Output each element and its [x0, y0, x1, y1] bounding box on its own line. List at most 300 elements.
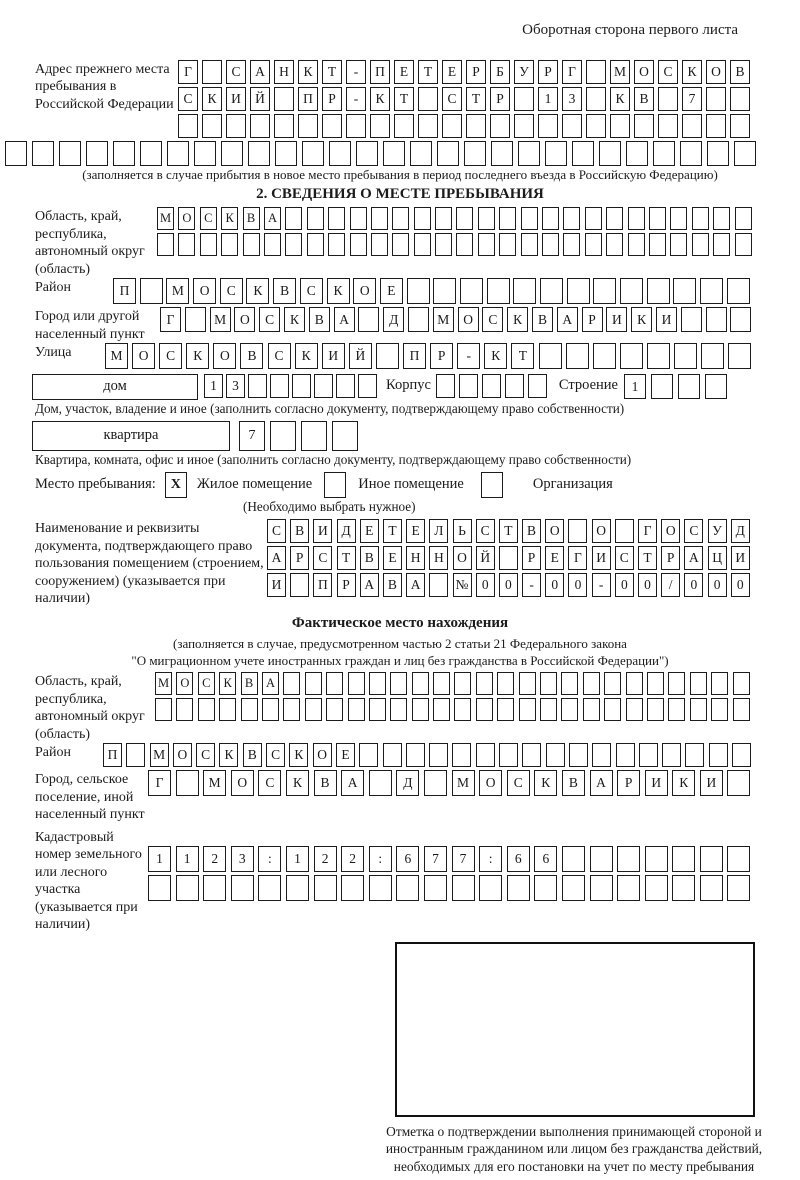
- char-box[interactable]: [616, 743, 635, 767]
- char-box[interactable]: [711, 698, 728, 721]
- char-box[interactable]: С: [300, 278, 323, 304]
- char-box[interactable]: [585, 233, 602, 256]
- char-box[interactable]: [681, 307, 702, 332]
- char-box[interactable]: [371, 233, 388, 256]
- char-box[interactable]: [314, 374, 333, 398]
- char-box[interactable]: [424, 770, 447, 796]
- char-box[interactable]: [700, 846, 723, 872]
- char-box[interactable]: [730, 307, 751, 332]
- char-box[interactable]: [583, 698, 600, 721]
- char-box[interactable]: [585, 207, 602, 230]
- char-box[interactable]: [86, 141, 108, 166]
- char-box[interactable]: Ь: [453, 519, 472, 543]
- char-box[interactable]: О: [479, 770, 502, 796]
- char-box[interactable]: [435, 207, 452, 230]
- char-box[interactable]: В: [243, 743, 262, 767]
- char-box[interactable]: [412, 672, 429, 695]
- char-box[interactable]: [452, 875, 475, 901]
- char-box[interactable]: [301, 421, 327, 451]
- char-box[interactable]: А: [267, 546, 286, 570]
- char-box[interactable]: [730, 87, 750, 111]
- char-box[interactable]: Т: [511, 343, 534, 369]
- char-box[interactable]: [733, 672, 750, 695]
- char-box[interactable]: [593, 343, 616, 369]
- char-box[interactable]: [32, 141, 54, 166]
- char-box[interactable]: [647, 672, 664, 695]
- char-box[interactable]: [369, 875, 392, 901]
- char-box[interactable]: [370, 114, 390, 138]
- char-box[interactable]: Й: [349, 343, 372, 369]
- char-box[interactable]: О: [661, 519, 680, 543]
- char-box[interactable]: [350, 233, 367, 256]
- char-box[interactable]: [540, 278, 563, 304]
- char-box[interactable]: [452, 743, 471, 767]
- char-box[interactable]: О: [458, 307, 479, 332]
- char-box[interactable]: [243, 233, 260, 256]
- char-box[interactable]: [285, 207, 302, 230]
- char-box[interactable]: Е: [383, 546, 402, 570]
- char-box[interactable]: [414, 233, 431, 256]
- char-box[interactable]: [433, 672, 450, 695]
- char-box[interactable]: К: [202, 87, 222, 111]
- char-box[interactable]: [620, 343, 643, 369]
- char-box[interactable]: К: [186, 343, 209, 369]
- char-box[interactable]: Е: [380, 278, 403, 304]
- char-box[interactable]: [328, 233, 345, 256]
- char-box[interactable]: В: [730, 60, 750, 84]
- char-box[interactable]: [538, 114, 558, 138]
- char-box[interactable]: [459, 374, 478, 398]
- char-box[interactable]: [678, 374, 700, 399]
- char-box[interactable]: [639, 743, 658, 767]
- char-box[interactable]: [298, 114, 318, 138]
- char-box[interactable]: [586, 60, 606, 84]
- char-box[interactable]: Р: [538, 60, 558, 84]
- char-box[interactable]: П: [298, 87, 318, 111]
- char-box[interactable]: [647, 698, 664, 721]
- char-box[interactable]: А: [360, 573, 379, 597]
- char-box[interactable]: В: [634, 87, 654, 111]
- char-box[interactable]: Л: [429, 519, 448, 543]
- char-box[interactable]: [615, 519, 634, 543]
- char-box[interactable]: [606, 233, 623, 256]
- char-box[interactable]: [274, 114, 294, 138]
- char-box[interactable]: К: [672, 770, 695, 796]
- char-box[interactable]: [454, 672, 471, 695]
- char-box[interactable]: В: [290, 519, 309, 543]
- char-box[interactable]: М: [105, 343, 128, 369]
- char-box[interactable]: И: [700, 770, 723, 796]
- char-box[interactable]: [176, 770, 199, 796]
- char-box[interactable]: С: [159, 343, 182, 369]
- char-box[interactable]: [328, 207, 345, 230]
- char-box[interactable]: [497, 672, 514, 695]
- char-box[interactable]: 0: [684, 573, 703, 597]
- char-box[interactable]: [593, 278, 616, 304]
- char-box[interactable]: [219, 698, 236, 721]
- char-box[interactable]: [392, 233, 409, 256]
- char-box[interactable]: Р: [430, 343, 453, 369]
- char-box[interactable]: М: [203, 770, 226, 796]
- char-box[interactable]: -: [346, 87, 366, 111]
- char-box[interactable]: [599, 141, 621, 166]
- char-box[interactable]: [682, 114, 702, 138]
- char-box[interactable]: [466, 114, 486, 138]
- char-box[interactable]: [519, 672, 536, 695]
- char-box[interactable]: [456, 233, 473, 256]
- char-box[interactable]: [713, 207, 730, 230]
- char-box[interactable]: И: [267, 573, 286, 597]
- char-box[interactable]: Т: [394, 87, 414, 111]
- char-box[interactable]: [167, 141, 189, 166]
- char-box[interactable]: 6: [507, 846, 530, 872]
- char-box[interactable]: [617, 875, 640, 901]
- char-box[interactable]: С: [258, 770, 281, 796]
- char-box[interactable]: М: [155, 672, 172, 695]
- char-box[interactable]: [497, 698, 514, 721]
- char-box[interactable]: [478, 233, 495, 256]
- char-box[interactable]: [491, 141, 513, 166]
- char-box[interactable]: В: [562, 770, 585, 796]
- char-box[interactable]: С: [266, 743, 285, 767]
- char-box[interactable]: Ц: [708, 546, 727, 570]
- char-box[interactable]: [200, 233, 217, 256]
- char-box[interactable]: [348, 672, 365, 695]
- char-box[interactable]: [620, 278, 643, 304]
- char-box[interactable]: Т: [466, 87, 486, 111]
- char-box[interactable]: [176, 875, 199, 901]
- char-box[interactable]: О: [213, 343, 236, 369]
- char-box[interactable]: [499, 233, 516, 256]
- char-box[interactable]: [651, 374, 673, 399]
- char-box[interactable]: Е: [394, 60, 414, 84]
- char-box[interactable]: [514, 114, 534, 138]
- char-box[interactable]: О: [634, 60, 654, 84]
- char-box[interactable]: [286, 875, 309, 901]
- char-box[interactable]: У: [514, 60, 534, 84]
- char-box[interactable]: [369, 698, 386, 721]
- char-box[interactable]: [711, 672, 728, 695]
- char-box[interactable]: [231, 875, 254, 901]
- char-box[interactable]: [610, 114, 630, 138]
- char-box[interactable]: 7: [424, 846, 447, 872]
- char-box[interactable]: [383, 141, 405, 166]
- char-box[interactable]: П: [313, 573, 332, 597]
- char-box[interactable]: [592, 743, 611, 767]
- char-box[interactable]: [221, 141, 243, 166]
- char-box[interactable]: О: [592, 519, 611, 543]
- char-box[interactable]: [568, 519, 587, 543]
- char-box[interactable]: Т: [322, 60, 342, 84]
- char-box[interactable]: С: [226, 60, 246, 84]
- char-box[interactable]: А: [557, 307, 578, 332]
- char-box[interactable]: [692, 233, 709, 256]
- char-box[interactable]: 1: [286, 846, 309, 872]
- char-box[interactable]: [264, 233, 281, 256]
- char-box[interactable]: [561, 698, 578, 721]
- char-box[interactable]: [572, 141, 594, 166]
- char-box[interactable]: [730, 114, 750, 138]
- char-box[interactable]: [732, 743, 751, 767]
- char-box[interactable]: [499, 546, 518, 570]
- char-box[interactable]: [176, 698, 193, 721]
- char-box[interactable]: С: [476, 519, 495, 543]
- char-box[interactable]: [563, 233, 580, 256]
- char-box[interactable]: [706, 87, 726, 111]
- char-box[interactable]: К: [219, 743, 238, 767]
- char-box[interactable]: [649, 233, 666, 256]
- char-box[interactable]: Г: [178, 60, 198, 84]
- char-box[interactable]: [418, 114, 438, 138]
- char-box[interactable]: К: [246, 278, 269, 304]
- char-box[interactable]: С: [684, 519, 703, 543]
- char-box[interactable]: О: [231, 770, 254, 796]
- char-box[interactable]: О: [706, 60, 726, 84]
- char-box[interactable]: Р: [290, 546, 309, 570]
- char-box[interactable]: [198, 698, 215, 721]
- char-box[interactable]: [590, 875, 613, 901]
- char-box[interactable]: К: [534, 770, 557, 796]
- char-box[interactable]: [241, 698, 258, 721]
- char-box[interactable]: Д: [383, 307, 404, 332]
- char-box[interactable]: [706, 307, 727, 332]
- char-box[interactable]: [358, 374, 377, 398]
- char-box[interactable]: [514, 87, 534, 111]
- char-box[interactable]: М: [610, 60, 630, 84]
- char-box[interactable]: [412, 698, 429, 721]
- char-box[interactable]: [292, 374, 311, 398]
- char-box[interactable]: Б: [490, 60, 510, 84]
- char-box[interactable]: [705, 374, 727, 399]
- char-box[interactable]: -: [522, 573, 541, 597]
- char-box[interactable]: [476, 743, 495, 767]
- char-box[interactable]: И: [645, 770, 668, 796]
- char-box[interactable]: В: [532, 307, 553, 332]
- char-box[interactable]: [647, 343, 670, 369]
- char-box[interactable]: [479, 875, 502, 901]
- char-box[interactable]: [429, 573, 448, 597]
- char-box[interactable]: [707, 141, 729, 166]
- char-box[interactable]: [436, 374, 455, 398]
- char-box[interactable]: 0: [615, 573, 634, 597]
- char-box[interactable]: О: [313, 743, 332, 767]
- char-box[interactable]: В: [522, 519, 541, 543]
- char-box[interactable]: Т: [383, 519, 402, 543]
- char-box[interactable]: [221, 233, 238, 256]
- char-box[interactable]: [586, 114, 606, 138]
- char-box[interactable]: В: [314, 770, 337, 796]
- char-box[interactable]: [670, 207, 687, 230]
- char-box[interactable]: [140, 141, 162, 166]
- char-box[interactable]: А: [334, 307, 355, 332]
- char-box[interactable]: 3: [226, 374, 245, 398]
- char-box[interactable]: [487, 278, 510, 304]
- char-box[interactable]: О: [178, 207, 195, 230]
- char-box[interactable]: 2: [341, 846, 364, 872]
- char-box[interactable]: [464, 141, 486, 166]
- char-box[interactable]: [346, 114, 366, 138]
- char-box[interactable]: 1: [204, 374, 223, 398]
- char-box[interactable]: [680, 141, 702, 166]
- char-box[interactable]: -: [592, 573, 611, 597]
- char-box[interactable]: О: [193, 278, 216, 304]
- char-box[interactable]: Р: [490, 87, 510, 111]
- char-box[interactable]: [672, 875, 695, 901]
- char-box[interactable]: Н: [429, 546, 448, 570]
- char-box[interactable]: [735, 233, 752, 256]
- char-box[interactable]: М: [452, 770, 475, 796]
- char-box[interactable]: [322, 114, 342, 138]
- char-box[interactable]: К: [286, 770, 309, 796]
- char-box[interactable]: [586, 87, 606, 111]
- char-box[interactable]: И: [592, 546, 611, 570]
- char-box[interactable]: С: [178, 87, 198, 111]
- char-box[interactable]: [634, 114, 654, 138]
- char-box[interactable]: 1: [538, 87, 558, 111]
- char-box[interactable]: [692, 207, 709, 230]
- char-box[interactable]: [658, 87, 678, 111]
- char-box[interactable]: [499, 743, 518, 767]
- char-box[interactable]: [513, 278, 536, 304]
- char-box[interactable]: [670, 233, 687, 256]
- char-box[interactable]: [626, 698, 643, 721]
- char-box[interactable]: [178, 114, 198, 138]
- char-box[interactable]: [674, 343, 697, 369]
- char-box[interactable]: [668, 698, 685, 721]
- char-box[interactable]: [727, 770, 750, 796]
- char-box[interactable]: [476, 672, 493, 695]
- char-box[interactable]: [645, 875, 668, 901]
- char-box[interactable]: [727, 846, 750, 872]
- char-box[interactable]: [396, 875, 419, 901]
- char-box[interactable]: [392, 207, 409, 230]
- char-box[interactable]: [545, 141, 567, 166]
- char-box[interactable]: 7: [239, 421, 265, 451]
- char-box[interactable]: [728, 343, 751, 369]
- char-box[interactable]: Г: [562, 60, 582, 84]
- checkbox-other-premises[interactable]: [324, 472, 346, 498]
- char-box[interactable]: 0: [476, 573, 495, 597]
- char-box[interactable]: С: [615, 546, 634, 570]
- char-box[interactable]: Г: [638, 519, 657, 543]
- char-box[interactable]: [569, 743, 588, 767]
- char-box[interactable]: И: [226, 87, 246, 111]
- char-box[interactable]: Н: [274, 60, 294, 84]
- char-box[interactable]: [735, 207, 752, 230]
- checkbox-organization[interactable]: [481, 472, 503, 498]
- char-box[interactable]: С: [658, 60, 678, 84]
- char-box[interactable]: [476, 698, 493, 721]
- char-box[interactable]: [283, 698, 300, 721]
- char-box[interactable]: [226, 114, 246, 138]
- char-box[interactable]: Р: [466, 60, 486, 84]
- char-box[interactable]: [540, 672, 557, 695]
- char-box[interactable]: [542, 233, 559, 256]
- char-box[interactable]: [562, 114, 582, 138]
- char-box[interactable]: С: [200, 207, 217, 230]
- char-box[interactable]: [539, 343, 562, 369]
- char-box[interactable]: К: [298, 60, 318, 84]
- char-box[interactable]: В: [360, 546, 379, 570]
- char-box[interactable]: М: [433, 307, 454, 332]
- char-box[interactable]: [562, 846, 585, 872]
- char-box[interactable]: [499, 207, 516, 230]
- char-box[interactable]: [534, 875, 557, 901]
- char-box[interactable]: Р: [322, 87, 342, 111]
- char-box[interactable]: [305, 672, 322, 695]
- char-box[interactable]: [359, 743, 378, 767]
- char-box[interactable]: [155, 698, 172, 721]
- char-box[interactable]: [590, 846, 613, 872]
- char-box[interactable]: [561, 672, 578, 695]
- char-box[interactable]: [390, 698, 407, 721]
- char-box[interactable]: [649, 207, 666, 230]
- char-box[interactable]: В: [240, 343, 263, 369]
- char-box[interactable]: [733, 698, 750, 721]
- char-box[interactable]: С: [507, 770, 530, 796]
- char-box[interactable]: К: [295, 343, 318, 369]
- char-box[interactable]: [329, 141, 351, 166]
- char-box[interactable]: К: [219, 672, 236, 695]
- char-box[interactable]: [435, 233, 452, 256]
- char-box[interactable]: [270, 421, 296, 451]
- char-box[interactable]: [326, 698, 343, 721]
- char-box[interactable]: [157, 233, 174, 256]
- char-box[interactable]: К: [682, 60, 702, 84]
- char-box[interactable]: -: [346, 60, 366, 84]
- char-box[interactable]: К: [327, 278, 350, 304]
- char-box[interactable]: Т: [638, 546, 657, 570]
- char-box[interactable]: 1: [148, 846, 171, 872]
- char-box[interactable]: [518, 141, 540, 166]
- char-box[interactable]: О: [353, 278, 376, 304]
- char-box[interactable]: [390, 672, 407, 695]
- char-box[interactable]: Г: [160, 307, 181, 332]
- char-box[interactable]: [248, 374, 267, 398]
- char-box[interactable]: [262, 698, 279, 721]
- char-box[interactable]: М: [210, 307, 231, 332]
- char-box[interactable]: [706, 114, 726, 138]
- char-box[interactable]: [647, 278, 670, 304]
- char-box[interactable]: Р: [337, 573, 356, 597]
- char-box[interactable]: [672, 846, 695, 872]
- char-box[interactable]: К: [631, 307, 652, 332]
- char-box[interactable]: О: [545, 519, 564, 543]
- char-box[interactable]: [410, 141, 432, 166]
- char-box[interactable]: [290, 573, 309, 597]
- char-box[interactable]: Т: [337, 546, 356, 570]
- char-box[interactable]: [59, 141, 81, 166]
- char-box[interactable]: [709, 743, 728, 767]
- char-box[interactable]: А: [341, 770, 364, 796]
- char-box[interactable]: [307, 207, 324, 230]
- char-box[interactable]: М: [157, 207, 174, 230]
- char-box[interactable]: [442, 114, 462, 138]
- char-box[interactable]: [690, 698, 707, 721]
- char-box[interactable]: И: [731, 546, 750, 570]
- char-box[interactable]: [662, 743, 681, 767]
- char-box[interactable]: [478, 207, 495, 230]
- char-box[interactable]: [507, 875, 530, 901]
- char-box[interactable]: [727, 875, 750, 901]
- char-box[interactable]: [275, 141, 297, 166]
- char-box[interactable]: С: [196, 743, 215, 767]
- char-box[interactable]: [202, 114, 222, 138]
- char-box[interactable]: К: [484, 343, 507, 369]
- char-box[interactable]: [700, 875, 723, 901]
- char-box[interactable]: [408, 307, 429, 332]
- char-box[interactable]: О: [173, 743, 192, 767]
